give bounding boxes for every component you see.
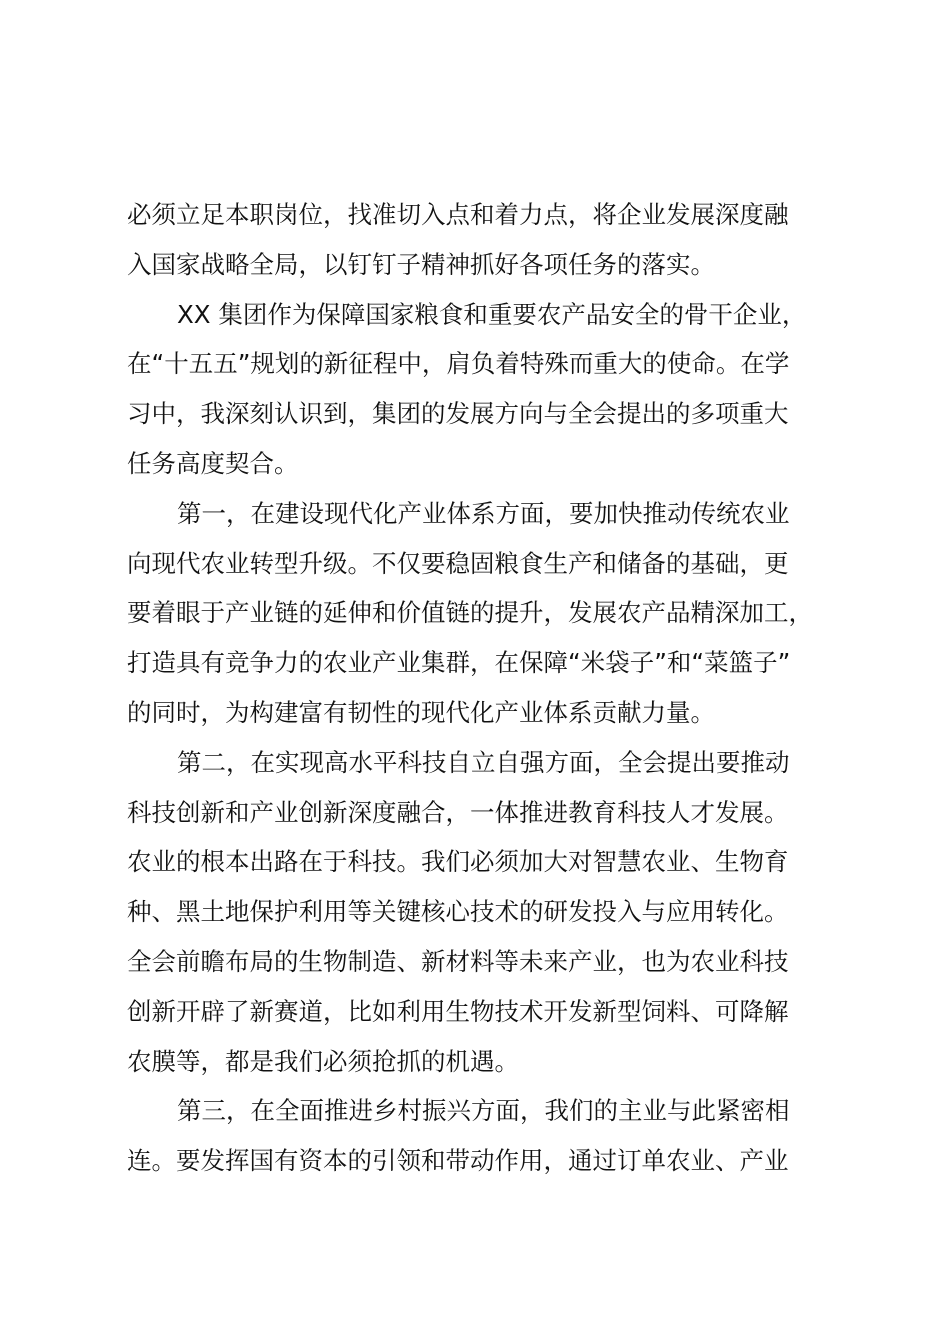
text-line: 任务高度契合。 <box>127 448 299 478</box>
text-line: 打造具有竞争力的农业产业集群，在保障“米袋子”和“菜篮子” <box>127 648 791 678</box>
text-line: 创新开辟了新赛道，比如利用生物技术开发新型饲料、可降解 <box>127 996 789 1026</box>
text-line: 入国家战略全局，以钉钉子精神抓好各项任务的落实。 <box>127 249 715 279</box>
text-line: 第二，在实现高水平科技自立自强方面，全会提出要推动 <box>177 747 790 777</box>
text-line: 全会前瞻布局的生物制造、新材料等未来产业，也为农业科技 <box>127 946 789 976</box>
text-line: XX 集团作为保障国家粮食和重要农产品安全的骨干企业， <box>177 299 807 329</box>
text-line: 的同时，为构建富有韧性的现代化产业体系贡献力量。 <box>127 697 715 727</box>
text-line: 连。要发挥国有资本的引领和带动作用，通过订单农业、产业 <box>127 1146 789 1176</box>
text-line: 习中，我深刻认识到，集团的发展方向与全会提出的多项重大 <box>127 399 789 429</box>
text-line: 在“十五五”规划的新征程中，肩负着特殊而重大的使命。在学 <box>127 349 790 379</box>
text-line: 农业的根本出路在于科技。我们必须加大对智慧农业、生物育 <box>127 847 789 877</box>
text-line: 向现代农业转型升级。不仅要稳固粮食生产和储备的基础，更 <box>127 548 789 578</box>
text-line: 农膜等，都是我们必须抢抓的机遇。 <box>127 1046 519 1076</box>
text-line: 第三，在全面推进乡村振兴方面，我们的主业与此紧密相 <box>177 1096 790 1126</box>
text-line: 要着眼于产业链的延伸和价值链的提升，发展农产品精深加工， <box>127 598 813 628</box>
text-line: 必须立足本职岗位，找准切入点和着力点，将企业发展深度融 <box>127 200 789 229</box>
text-line: 科技创新和产业创新深度融合，一体推进教育科技人才发展。 <box>127 797 789 827</box>
text-line: 种、黑土地保护利用等关键核心技术的研发投入与应用转化。 <box>127 897 789 927</box>
document-body <box>127 190 827 1186</box>
text-line: 第一，在建设现代化产业体系方面，要加快推动传统农业 <box>177 498 790 528</box>
